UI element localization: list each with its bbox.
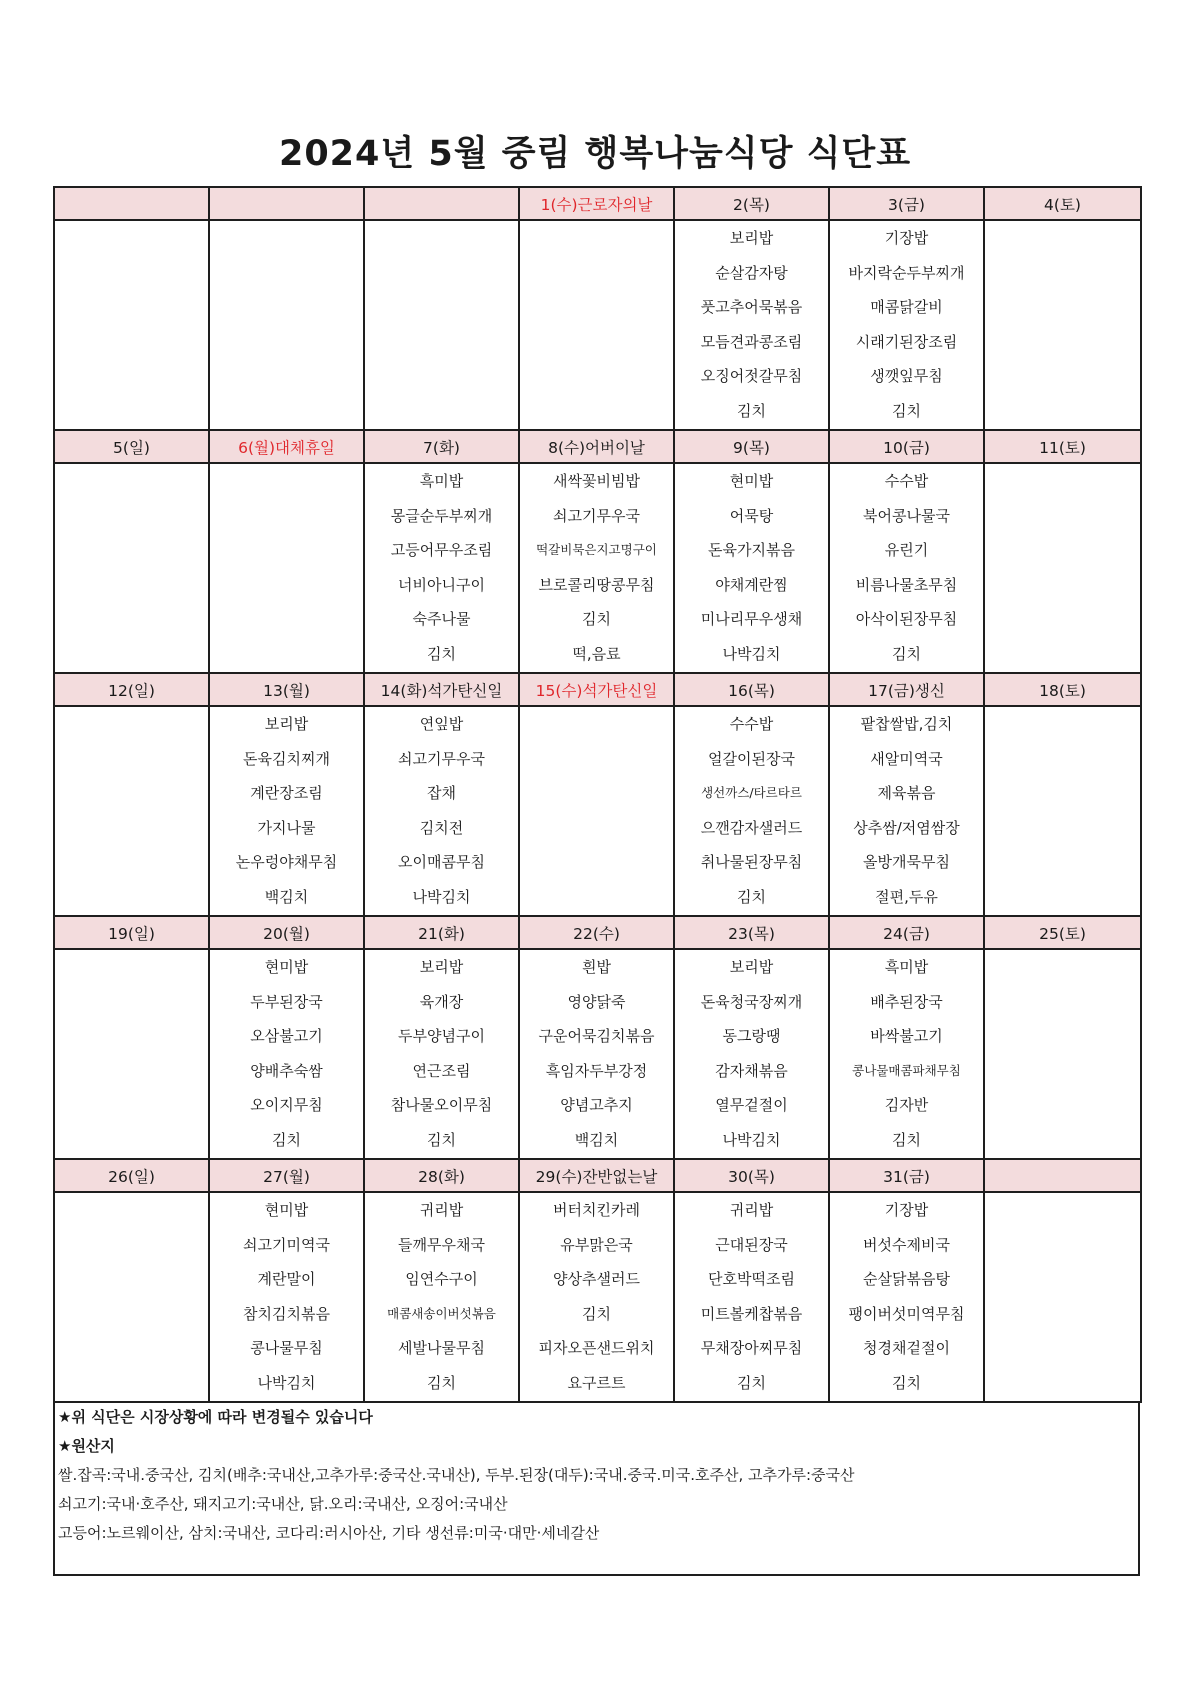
menu-item: 오이지무침 xyxy=(250,1096,323,1115)
menu-item: 모듬견과콩조림 xyxy=(700,332,803,351)
menu-item: 요구르트 xyxy=(567,1373,626,1392)
menu-item: 바지락순두부찌개 xyxy=(848,263,965,282)
menu-row xyxy=(54,220,1141,430)
date-header-cell: 29(수)잔반없는날 xyxy=(519,1159,674,1192)
menu-item: 피자오픈샌드위치 xyxy=(538,1339,655,1358)
menu-item: 세발나물무침 xyxy=(398,1339,485,1358)
date-header-cell xyxy=(984,1159,1141,1192)
menu-item: 김자반 xyxy=(884,1096,929,1115)
menu-item: 보리밥 xyxy=(264,715,309,733)
menu-item: 취나물된장무침 xyxy=(700,853,803,872)
menu-item: 김치 xyxy=(272,1130,301,1149)
menu-item: 김치 xyxy=(737,887,766,906)
menu-item: 나박김치 xyxy=(722,1130,781,1149)
menu-item: 배추된장국 xyxy=(870,992,943,1011)
menu-cell xyxy=(54,1192,209,1402)
date-header-row xyxy=(54,673,1141,706)
origin-title: ★원산지 xyxy=(58,1437,115,1455)
menu-cell xyxy=(829,1192,984,1402)
menu-cell xyxy=(54,706,209,916)
menu-item: 보리밥 xyxy=(729,229,774,247)
menu-item: 나박김치 xyxy=(722,644,781,663)
menu-item: 참치김치볶음 xyxy=(243,1304,330,1323)
menu-item: 김치 xyxy=(892,644,921,663)
menu-item: 올방개묵무침 xyxy=(863,853,950,872)
menu-item: 김치 xyxy=(427,644,456,663)
menu-cell xyxy=(519,463,674,673)
menu-cell xyxy=(209,220,364,430)
menu-item: 청경채겉절이 xyxy=(863,1339,950,1358)
menu-item: 흰밥 xyxy=(582,958,611,976)
date-header-cell: 25(토) xyxy=(984,916,1141,949)
date-header-cell: 9(목) xyxy=(674,430,829,463)
menu-item: 기장밥 xyxy=(884,229,929,247)
menu-cell xyxy=(674,949,829,1159)
menu-item: 고등어무우조림 xyxy=(390,541,493,560)
menu-item: 단호박떡조림 xyxy=(708,1270,795,1289)
date-header-cell: 3(금) xyxy=(829,187,984,220)
menu-item: 너비아니구이 xyxy=(398,575,485,594)
date-header-cell: 22(수) xyxy=(519,916,674,949)
menu-cell xyxy=(364,463,519,673)
menu-item: 현미밥 xyxy=(264,958,309,976)
date-header-cell: 30(목) xyxy=(674,1159,829,1192)
menu-cell xyxy=(519,1192,674,1402)
menu-item: 오이매콤무침 xyxy=(398,853,485,872)
menu-item: 열무겉절이 xyxy=(715,1096,788,1115)
menu-item: 숙주나물 xyxy=(412,610,471,629)
menu-cell xyxy=(984,1192,1141,1402)
menu-item: 매콤새송이버섯볶음 xyxy=(387,1305,496,1321)
menu-item: 순살닭볶음탕 xyxy=(863,1270,950,1289)
menu-item: 김치 xyxy=(737,401,766,420)
menu-cell xyxy=(829,220,984,430)
menu-cell xyxy=(829,949,984,1159)
date-header-cell: 4(토) xyxy=(984,187,1141,220)
menu-item: 잡채 xyxy=(427,784,456,803)
menu-item: 논우렁야채무침 xyxy=(235,853,338,872)
menu-item: 쇠고기무우국 xyxy=(398,749,485,768)
menu-item: 제육볶음 xyxy=(877,784,936,803)
date-header-cell: 17(금)생신 xyxy=(829,673,984,706)
menu-item: 양념고추지 xyxy=(560,1096,633,1115)
menu-cell xyxy=(519,706,674,916)
menu-item: 보리밥 xyxy=(729,958,774,976)
menu-item: 얼갈이된장국 xyxy=(708,749,795,768)
menu-item: 바싹불고기 xyxy=(870,1027,943,1046)
menu-item: 팥찹쌀밥,김치 xyxy=(860,715,953,733)
menu-item: 비름나물초무침 xyxy=(855,575,958,594)
change-notice: ★위 식단은 시장상황에 따라 변경될수 있습니다 xyxy=(58,1408,373,1426)
menu-cell xyxy=(54,949,209,1159)
menu-item: 김치 xyxy=(582,610,611,629)
date-header-cell: 21(화) xyxy=(364,916,519,949)
menu-item: 돈육가지볶음 xyxy=(708,541,795,560)
menu-cell xyxy=(984,463,1141,673)
menu-item: 김치 xyxy=(582,1304,611,1323)
menu-row xyxy=(54,463,1141,673)
menu-item: 시래기된장조림 xyxy=(855,332,958,351)
menu-cell xyxy=(54,463,209,673)
date-header-cell: 27(월) xyxy=(209,1159,364,1192)
menu-item: 임연수구이 xyxy=(405,1270,478,1289)
menu-item: 수수밥 xyxy=(884,472,929,490)
menu-item: 풋고추어묵볶음 xyxy=(700,298,803,317)
menu-item: 새싹꽃비빔밥 xyxy=(553,472,640,490)
menu-item: 현미밥 xyxy=(729,472,774,490)
menu-item: 김치 xyxy=(427,1130,456,1149)
date-header-cell xyxy=(364,187,519,220)
menu-item: 계란말이 xyxy=(257,1270,316,1289)
menu-item: 김치전 xyxy=(419,818,464,837)
date-header-row xyxy=(54,430,1141,463)
date-header-row xyxy=(54,916,1141,949)
menu-cell xyxy=(209,463,364,673)
menu-item: 순살감자탕 xyxy=(715,263,788,282)
menu-item: 매콤닭갈비 xyxy=(870,298,943,317)
date-header-cell: 31(금) xyxy=(829,1159,984,1192)
menu-item: 브로콜리땅콩무침 xyxy=(538,575,655,594)
date-header-cell: 12(일) xyxy=(54,673,209,706)
menu-item: 생깻잎무침 xyxy=(870,367,943,386)
date-header-cell: 18(토) xyxy=(984,673,1141,706)
menu-item: 쇠고기무우국 xyxy=(553,506,640,525)
menu-item: 오징어젓갈무침 xyxy=(700,367,803,386)
date-header-cell: 6(월)대체휴일 xyxy=(209,430,364,463)
menu-item: 절편,두유 xyxy=(875,887,938,906)
date-header-cell xyxy=(54,187,209,220)
menu-item: 돈육청국장찌개 xyxy=(700,992,803,1011)
menu-item: 미나리무우생채 xyxy=(700,610,803,629)
menu-item: 감자채볶음 xyxy=(715,1061,788,1080)
date-header-cell: 24(금) xyxy=(829,916,984,949)
menu-item: 양상추샐러드 xyxy=(553,1270,640,1289)
menu-item: 김치 xyxy=(892,1373,921,1392)
menu-item: 보리밥 xyxy=(419,958,464,976)
meal-plan-table xyxy=(53,186,1142,1403)
menu-cell xyxy=(519,220,674,430)
menu-item: 계란장조림 xyxy=(250,784,323,803)
menu-item: 김치 xyxy=(427,1373,456,1392)
menu-item: 흑미밥 xyxy=(419,472,464,490)
menu-item: 유린기 xyxy=(884,541,929,560)
menu-item: 버섯수제비국 xyxy=(863,1235,950,1254)
menu-item: 상추쌈/저염쌈장 xyxy=(853,818,960,837)
menu-item: 흑임자두부강정 xyxy=(545,1061,648,1080)
menu-cell xyxy=(519,949,674,1159)
date-header-cell: 26(일) xyxy=(54,1159,209,1192)
menu-item: 생선까스/타르타르 xyxy=(701,785,802,801)
menu-item: 몽글순두부찌개 xyxy=(390,506,493,525)
menu-item: 김치 xyxy=(892,401,921,420)
menu-item: 귀리밥 xyxy=(729,1201,774,1219)
menu-item: 동그랑땡 xyxy=(722,1027,781,1046)
menu-item: 쇠고기미역국 xyxy=(243,1235,330,1254)
menu-item: 김치 xyxy=(892,1130,921,1149)
menu-item: 현미밥 xyxy=(264,1201,309,1219)
menu-item: 팽이버섯미역무침 xyxy=(848,1304,965,1323)
menu-item: 연근조림 xyxy=(412,1061,471,1080)
date-header-cell: 8(수)어버이날 xyxy=(519,430,674,463)
date-header-cell: 10(금) xyxy=(829,430,984,463)
menu-item: 기장밥 xyxy=(884,1201,929,1219)
menu-item: 영양닭죽 xyxy=(567,992,626,1011)
menu-cell xyxy=(54,220,209,430)
menu-item: 나박김치 xyxy=(412,887,471,906)
menu-item: 유부맑은국 xyxy=(560,1235,633,1254)
date-header-cell: 7(화) xyxy=(364,430,519,463)
date-header-cell xyxy=(209,187,364,220)
menu-item: 떡,음료 xyxy=(572,644,621,663)
date-header-cell: 28(화) xyxy=(364,1159,519,1192)
menu-item: 으깬감자샐러드 xyxy=(700,818,803,837)
date-header-cell: 16(목) xyxy=(674,673,829,706)
menu-item: 참나물오이무침 xyxy=(390,1096,493,1115)
menu-cell xyxy=(984,706,1141,916)
date-header-row xyxy=(54,187,1141,220)
menu-cell xyxy=(364,1192,519,1402)
menu-cell xyxy=(674,220,829,430)
menu-item: 어묵탕 xyxy=(729,506,774,525)
menu-row xyxy=(54,1192,1141,1402)
page-title: 2024년 5월 중림 행복나눔식당 식단표 xyxy=(278,134,912,174)
menu-item: 구운어묵김치볶음 xyxy=(538,1027,655,1046)
menu-item: 오삼불고기 xyxy=(250,1027,323,1046)
menu-item: 양배추숙쌈 xyxy=(250,1061,323,1080)
menu-item: 버터치킨카레 xyxy=(553,1201,640,1219)
menu-cell xyxy=(674,463,829,673)
menu-item: 두부양념구이 xyxy=(398,1027,485,1046)
menu-cell xyxy=(209,949,364,1159)
menu-cell xyxy=(674,1192,829,1402)
menu-item: 두부된장국 xyxy=(250,992,323,1011)
date-header-cell: 2(목) xyxy=(674,187,829,220)
menu-item: 콩나물무침 xyxy=(250,1339,323,1358)
menu-cell xyxy=(674,706,829,916)
menu-cell xyxy=(209,1192,364,1402)
date-header-cell: 19(일) xyxy=(54,916,209,949)
date-header-cell: 15(수)석가탄신일 xyxy=(519,673,674,706)
notes-section xyxy=(53,1403,1140,1576)
menu-item: 나박김치 xyxy=(257,1373,316,1392)
origin-line: 쌀.잡곡:국내.중국산, 김치(배추:국내산,고추가루:중국산.국내산), 두부.된장(대두):국내.중국.미국.호주산, 고추가루:중국산 xyxy=(58,1466,855,1484)
menu-item: 백김치 xyxy=(574,1130,619,1149)
menu-cell xyxy=(364,706,519,916)
menu-item: 들깨무우채국 xyxy=(398,1235,485,1254)
menu-cell xyxy=(829,706,984,916)
menu-item: 야채계란찜 xyxy=(715,575,788,594)
date-header-cell: 5(일) xyxy=(54,430,209,463)
menu-row xyxy=(54,706,1141,916)
menu-item: 김치 xyxy=(737,1373,766,1392)
date-header-cell: 11(토) xyxy=(984,430,1141,463)
origin-line: 고등어:노르웨이산, 삼치:국내산, 코다리:러시아산, 기타 생선류:미국·대만·세네갈산 xyxy=(58,1524,600,1542)
origin-line: 쇠고기:국내·호주산, 돼지고기:국내산, 닭.오리:국내산, 오징어:국내산 xyxy=(58,1495,508,1513)
menu-cell xyxy=(209,706,364,916)
menu-item: 근대된장국 xyxy=(715,1235,788,1254)
date-header-cell: 20(월) xyxy=(209,916,364,949)
menu-item: 콩나물매콤파채무침 xyxy=(852,1062,961,1078)
menu-cell xyxy=(984,220,1141,430)
menu-item: 백김치 xyxy=(264,887,309,906)
date-header-cell: 13(월) xyxy=(209,673,364,706)
menu-item: 미트볼케찹볶음 xyxy=(700,1304,803,1323)
menu-row xyxy=(54,949,1141,1159)
date-header-cell: 1(수)근로자의날 xyxy=(519,187,674,220)
menu-cell xyxy=(364,220,519,430)
menu-item: 새알미역국 xyxy=(870,749,943,768)
menu-item: 육개장 xyxy=(419,992,464,1011)
menu-item: 가지나물 xyxy=(257,818,316,837)
menu-item: 아삭이된장무침 xyxy=(855,610,958,629)
date-header-cell: 14(화)석가탄신일 xyxy=(364,673,519,706)
menu-item: 떡갈비묵은지고명구이 xyxy=(536,542,657,558)
date-header-row xyxy=(54,1159,1141,1192)
menu-item: 흑미밥 xyxy=(884,958,929,976)
menu-item: 북어콩나물국 xyxy=(863,506,950,525)
menu-cell xyxy=(829,463,984,673)
menu-item: 귀리밥 xyxy=(419,1201,464,1219)
menu-item: 연잎밥 xyxy=(419,715,464,733)
menu-cell xyxy=(984,949,1141,1159)
menu-item: 돈육김치찌개 xyxy=(243,749,330,768)
menu-item: 무채장아찌무침 xyxy=(700,1339,803,1358)
menu-item: 수수밥 xyxy=(729,715,774,733)
date-header-cell: 23(목) xyxy=(674,916,829,949)
menu-cell xyxy=(364,949,519,1159)
